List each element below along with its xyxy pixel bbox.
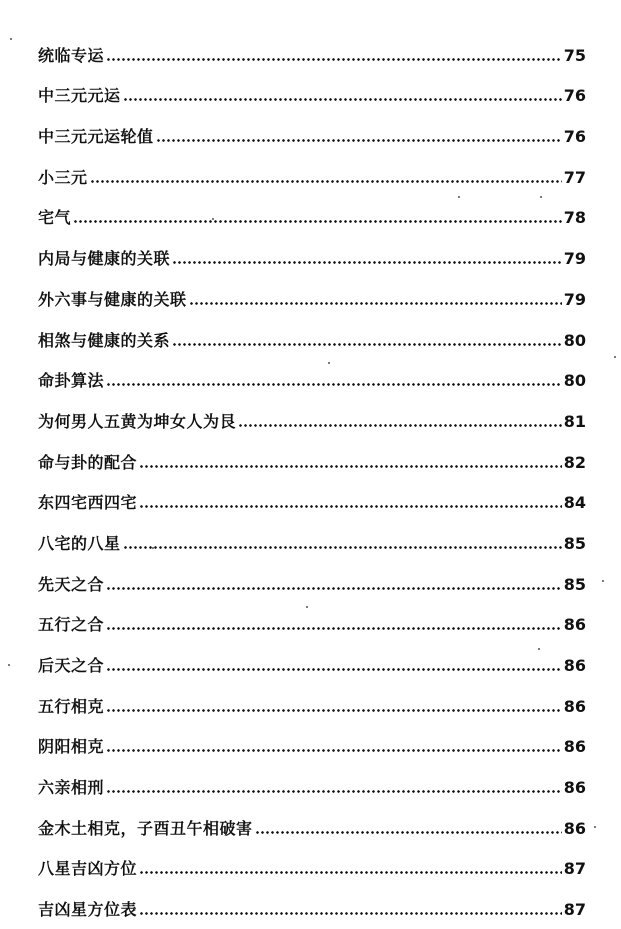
- toc-entry-title: 五行之合: [38, 615, 105, 635]
- toc-entry[interactable]: [38, 308, 586, 349]
- toc-entry[interactable]: [38, 186, 586, 227]
- toc-entry-title: 命卦算法: [38, 371, 105, 391]
- toc-dot-leader: [255, 831, 562, 834]
- toc-entry-page: 86: [563, 656, 586, 675]
- scan-speck: [152, 547, 154, 549]
- toc-dot-leader: [238, 424, 562, 427]
- toc-dot-leader: [106, 790, 562, 793]
- toc-entry-title: 外六事与健康的关联: [38, 289, 187, 309]
- scan-speck: [328, 362, 330, 364]
- toc-entry-title: 为何男人五黄为坤女人为艮: [38, 411, 237, 431]
- toc-dot-leader: [106, 749, 562, 752]
- toc-dot-leader: [106, 58, 562, 61]
- toc-entry[interactable]: [38, 674, 586, 715]
- toc-dot-leader: [139, 505, 562, 508]
- toc-entry-page: 87: [563, 900, 586, 920]
- toc-entry-page: 86: [563, 737, 586, 757]
- toc-entry[interactable]: [38, 755, 586, 796]
- toc-dot-leader: [106, 383, 562, 386]
- toc-entry-title: 内局与健康的关联: [38, 249, 171, 269]
- toc-entry-title: 吉凶星方位表: [38, 900, 138, 920]
- toc-entry-page: 79: [563, 289, 586, 309]
- toc-entry-page: 80: [563, 330, 586, 350]
- toc-entry-page: 86: [563, 818, 586, 838]
- toc-entry-page: 84: [563, 493, 586, 513]
- toc-entry-title: 五行相克: [38, 696, 105, 716]
- toc-entry-page: 86: [563, 696, 586, 716]
- toc-entry-title: 阴阳相克: [38, 737, 105, 757]
- toc-entry-title: 中三元元运轮值: [38, 127, 154, 147]
- toc-entry[interactable]: [38, 552, 586, 593]
- toc-entry[interactable]: [38, 267, 586, 308]
- toc-entry[interactable]: [38, 23, 586, 64]
- toc-entry[interactable]: [38, 145, 586, 186]
- toc-entry-page: 77: [563, 167, 586, 187]
- toc-entry-title: 中三元元运: [38, 86, 121, 106]
- toc-entry-page: 85: [563, 533, 586, 553]
- table-of-contents: [38, 23, 586, 918]
- toc-entry-page: 86: [563, 778, 586, 798]
- toc-entry[interactable]: [38, 349, 586, 390]
- toc-entry[interactable]: [38, 796, 586, 837]
- toc-entry[interactable]: [38, 430, 586, 471]
- toc-entry-page: 78: [563, 208, 586, 228]
- toc-entry[interactable]: [38, 389, 586, 430]
- toc-dot-leader: [172, 261, 562, 264]
- toc-entry[interactable]: [38, 226, 586, 267]
- toc-dot-leader: [172, 343, 562, 346]
- scan-speck: [538, 648, 540, 650]
- toc-entry-title: 先天之合: [38, 574, 105, 594]
- toc-entry-title: 相煞与健康的关系: [38, 330, 171, 350]
- toc-entry[interactable]: [38, 633, 586, 674]
- toc-entry-title: 宅气: [38, 208, 72, 228]
- toc-entry-page: 86: [563, 615, 586, 635]
- toc-dot-leader: [90, 180, 562, 183]
- toc-dot-leader: [106, 587, 562, 590]
- toc-entry[interactable]: [38, 471, 586, 512]
- scan-speck: [594, 826, 596, 828]
- toc-entry-title: 统临专运: [38, 45, 105, 65]
- toc-entry-title: 八星吉凶方位: [38, 859, 138, 879]
- toc-entry-title: 六亲相刑: [38, 778, 105, 798]
- toc-entry[interactable]: [38, 511, 586, 552]
- toc-entry-page: 85: [563, 574, 586, 594]
- toc-dot-leader: [73, 220, 562, 223]
- toc-entry[interactable]: [38, 715, 586, 756]
- toc-entry[interactable]: [38, 837, 586, 878]
- toc-entry-page: 87: [563, 859, 586, 879]
- toc-dot-leader: [123, 546, 562, 549]
- toc-entry-page: 76: [563, 86, 586, 106]
- scan-speck: [614, 356, 616, 358]
- scan-speck: [306, 606, 308, 608]
- toc-entry-title: 金木土相克，子酉丑午相破害: [38, 818, 253, 838]
- toc-entry-title: 命与卦的配合: [38, 452, 138, 472]
- toc-dot-leader: [156, 139, 562, 142]
- toc-entry-page: 81: [563, 411, 586, 431]
- toc-entry-page: 80: [563, 371, 586, 391]
- scan-speck: [540, 196, 542, 198]
- toc-entry-title: 后天之合: [38, 656, 105, 675]
- toc-dot-leader: [139, 912, 562, 915]
- scan-speck: [212, 218, 214, 220]
- scan-speck: [8, 664, 10, 666]
- toc-entry[interactable]: [38, 877, 586, 918]
- toc-entry-page: 76: [563, 127, 586, 147]
- toc-entry-title: 八宅的八星: [38, 533, 121, 553]
- toc-entry-title: 小三元: [38, 167, 88, 187]
- toc-entry[interactable]: [38, 64, 586, 105]
- toc-dot-leader: [106, 668, 562, 671]
- toc-dot-leader: [139, 465, 562, 468]
- toc-entry-page: 79: [563, 249, 586, 269]
- scan-speck: [10, 38, 12, 40]
- toc-entry-page: 75: [563, 45, 586, 65]
- toc-dot-leader: [106, 709, 562, 712]
- toc-dot-leader: [106, 627, 562, 630]
- scan-speck: [602, 580, 604, 582]
- toc-entry[interactable]: [38, 593, 586, 634]
- toc-dot-leader: [189, 302, 562, 305]
- toc-entry[interactable]: [38, 104, 586, 145]
- toc-dot-leader: [123, 98, 562, 101]
- toc-entry-page: 82: [563, 452, 586, 472]
- toc-entry-title: 东四宅西四宅: [38, 493, 138, 513]
- scan-speck: [458, 196, 460, 198]
- toc-dot-leader: [139, 871, 562, 874]
